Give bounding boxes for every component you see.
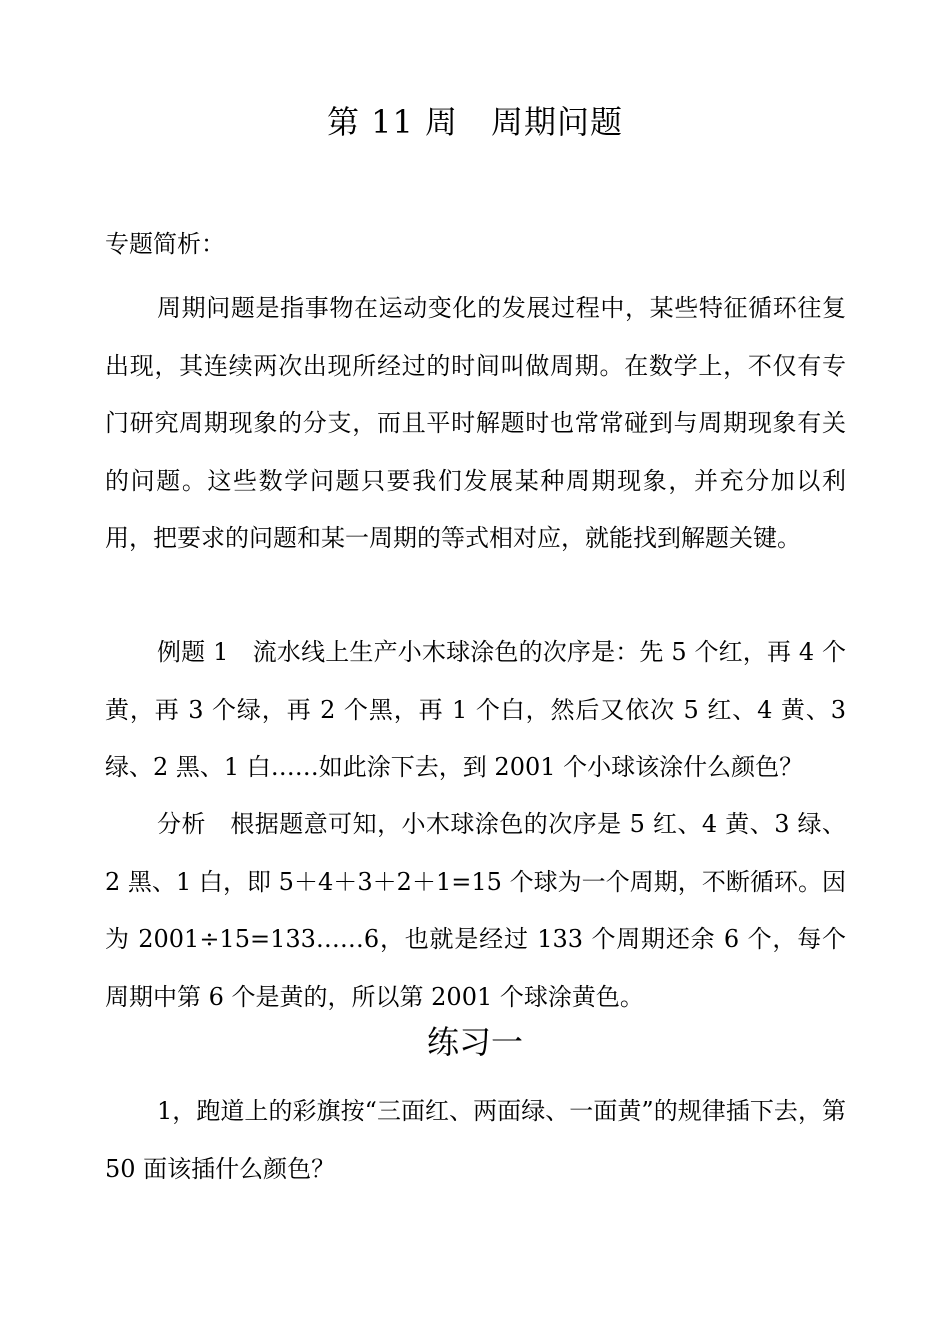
exercise-item-1: 1，跑道上的彩旗按“三面红、两面绿、一面黄”的规律插下去，第 50 面该插什么颜色？ xyxy=(105,1097,846,1183)
exercise-heading: 练习一 xyxy=(426,1023,523,1061)
example-paragraph: 例题 1 流水线上生产小木球涂色的次序是：先 5 个红，再 4 个黄，再 3 个绿，再 2 个黑，再 1 个白，然后又依次 5 红、4 黄、3 绿、2 黑、1 白……如此涂下去，到 2001 个小球该涂什么颜色？ xyxy=(105,638,846,781)
page-title: 第 11 周 周期问题 xyxy=(326,103,624,141)
section-heading: 专题简析： xyxy=(105,230,225,258)
intro-paragraph: 周期问题是指事物在运动变化的发展过程中，某些特征循环往复出现，其连续两次出现所经过的时间叫做周期。在数学上，不仅有专门研究周期现象的分支，而且平时解题时也常常碰到与周期现象有关的问题。这些数学问题只要我们发展某种周期现象，并充分加以利用，把要求的问题和某一周期的等式相对应，就能找到解题关键。 xyxy=(105,294,846,552)
analysis-paragraph: 分析 根据题意可知，小木球涂色的次序是 5 红、4 黄、3 绿、2 黑、1 白，即 5＋4＋3＋2＋1=15 个球为一个周期，不断循环。因为 2001÷15=133……6，也就是经过 133 个周期还余 6 个，每个周期中第 6 个是黄的，所以第 2001 个球涂黄色。 xyxy=(105,810,846,1011)
